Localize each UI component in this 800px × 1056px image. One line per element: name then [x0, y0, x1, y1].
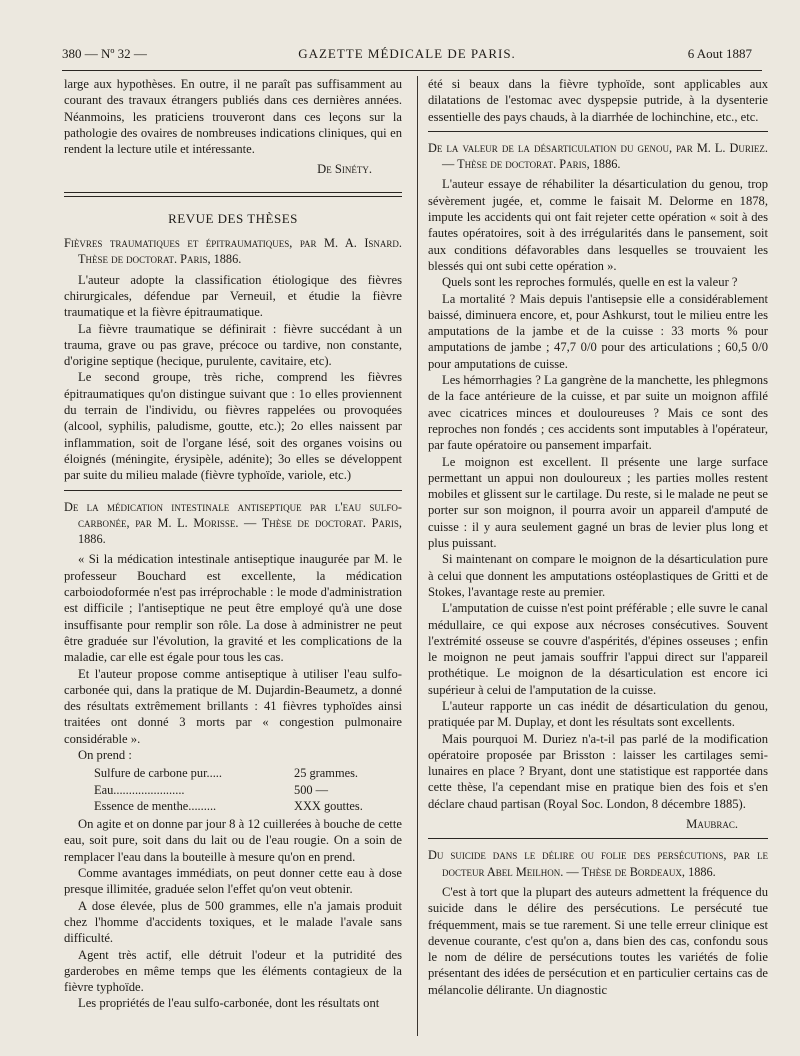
- recipe-row: [94, 765, 402, 781]
- article-paragraph: L'amputation de cuisse n'est point préférable ; elle suvre le canal médullaire, ce qui expose aux nécroses consécutives. Souvent l'extrémité osseuse se couvre d'aspérités, d'épines osseuses ; enfin le moignon ne peut jamais souffrir l'appui direct sur l'appareil prothétique. Le moignon de la désarticulation est encore ici supérieur à celui de l'amputation de la cuisse.: [428, 601, 768, 697]
- article-paragraph: La fièvre traumatique se définirait : fièvre succédant à un trauma, grave ou pas grave, précoce ou tardive, non constante, d'origine septique (hecique, purulente, cavitaire, etc).: [64, 321, 402, 369]
- article-separator: [428, 131, 768, 132]
- recipe-item: Essence de menthe.........: [94, 798, 217, 813]
- recipe-qty: 25 grammes.: [294, 766, 359, 781]
- intro-signature: De Sinéty.: [317, 162, 372, 177]
- article-paragraph: La mortalité ? Mais depuis l'antisepsie elle a considérablement baissé, diminuera encore, et, pour Ashkurst, tout le milieu entre les amputations de la jambe et de la cuisse : 33 morts % pour amputations de jambe ; 47,7 0/0 pour des articulations ; 60,5 0/0 pour amputations de cuisse.: [428, 291, 768, 371]
- article-paragraph: A dose élevée, plus de 500 grammes, elle n'a jamais produit chez l'homme d'accidents toxiques, et le malade l'avale sans difficulté.: [64, 898, 402, 946]
- header-rule: [62, 70, 762, 71]
- article-paragraph: Le moignon est excellent. Il présente une large surface permettant un appui non douloureux ; les parties molles restent mobiles et glissent sur le cartilage. Du reste, si le malade ne peut se porter sur son moignon, il pourra avoir un appareil d'amputé de cuisse : il y aura seulement gagné un bras de levier plus long et plus puissant.: [428, 454, 768, 551]
- recipe-table: [94, 765, 402, 814]
- article-paragraph: Les propriétés de l'eau sulfo-carbonée, dont les résultats ont: [78, 996, 380, 1011]
- article-fievres: [64, 235, 402, 483]
- recipe-qty: XXX gouttes.: [294, 798, 363, 813]
- article-signature: Maubrac.: [686, 817, 738, 832]
- continuation-text: été si beaux dans la fièvre typhoïde, sont applicables aux dilatations de l'estomac avec dyspepsie putride, à la dysenterie essentielle des pays chauds, à la diarrhée de lochinchine, etc., etc.: [428, 77, 768, 124]
- article-paragraph: Le second groupe, très riche, comprend les fièvres épitraumatiques qu'on distingue suivant que : 1o elles proviennent du terrain de l'individu, ou fièvres rappelées ou provoquées (alcool, syphilis, paludisme, goutte, etc.); 2o elles naissent par inflammation, soit de l'organe lésé, soit des organes voisins ou éloignés (méningite, érysipèle, adénite); 3o elles se développent par suite du milieu malade (fièvre typhoïde, variole, etc.): [64, 370, 402, 483]
- recipe-item: Eau.......................: [94, 782, 185, 797]
- right-column: [428, 76, 768, 998]
- section-title: REVUE DES THÈSES: [168, 210, 298, 226]
- article-paragraph: L'auteur rapporte un cas inédit de désarticulation du genou, pratiquée par M. Duplay, et dont les résultats sont excellents.: [428, 698, 768, 730]
- recipe-item: Sulfure de carbone pur.....: [94, 766, 222, 781]
- issue-date: 6 Aout 1887: [687, 46, 752, 61]
- article-separator: [64, 490, 402, 491]
- article-paragraph: Si maintenant on compare le moignon de la désarticulation pure à celui que donnent les amputations ostéoplastiques de Gritti et de Stokes, l'avantage reste au premier.: [428, 552, 768, 599]
- intro-text: large aux hypothèses. En outre, il ne paraît pas suffisamment au courant des travaux étrangers publiés dans ces dernières années. Néanmoins, les praticiens trouveront dans ces leçons sur la pathologie des ovaires de nombreuses indications cliniques, qui en rendent la lecture utile et intéressante.: [64, 77, 402, 157]
- journal-title: GAZETTE MÉDICALE DE PARIS.: [298, 46, 516, 61]
- article-heading: Fièvres traumatiques et épitraumatiques, par M. A. Isnard. Thèse de doctorat. Paris, 1886.: [64, 236, 402, 267]
- article-paragraph: Mais pourquoi M. Duriez n'a-t-il pas parlé de la modification opératoire proposée par Brisston : laisser les cartilages semi-lunaires en place ? Bryant, dont une statistique est rapportée dans cette thèse, l'a cependant mise en pratique bien des fois et s'en déclare chaud partisan (Royal Soc. London, 8 décembre 1885).: [428, 731, 768, 811]
- article-paragraph: Agent très actif, elle détruit l'odeur et la putridité des garderobes en même temps que les éléments contagieux de la fièvre typhoïde.: [64, 947, 402, 995]
- page-number: 380 — Nº 32 —: [62, 46, 147, 61]
- article-separator: [428, 838, 768, 839]
- section-divider: [64, 192, 402, 197]
- article-paragraph: L'auteur essaye de réhabiliter la désarticulation du genou, trop sévèrement jugée, et, comme le faisait M. Delorme en 1878, impute les accidents qui ont fait rejeter cette opération « soit à des fautes opératoires, soit à des irrégularités dans le pansement, soit aux conditions défavorables dans lesquelles se trouvaient les blessés qui ont subi cette opération ».: [428, 177, 768, 273]
- article-desarticulation: [428, 140, 768, 832]
- article-heading: Du suicide dans le délire ou folie des persécutions, par le docteur Abel Meilhon. — Thèse de Bordeaux, 1886.: [428, 848, 768, 879]
- left-column: [64, 76, 402, 1012]
- article-paragraph: On prend :: [78, 747, 132, 762]
- recipe-row: [94, 798, 402, 814]
- article-suicide: [428, 847, 768, 998]
- article-paragraph: Les hémorrhagies ? La gangrène de la manchette, les phlegmons de la face antérieure de la cuisse, et par suite un moignon affilé avec cicatrices minces et douloureuses ? Mais ce sont des reproches non fondés ; ces accidents sont imputables à l'opérateur, par faute opératoire ou pansement imparfait.: [428, 373, 768, 453]
- article-paragraph: Comme avantages immédiats, on peut donner cette eau à dose presque illimitée, graduée selon l'effet qu'on veut obtenir.: [64, 866, 402, 897]
- article-paragraph: L'auteur adopte la classification étiologique des fièvres chirurgicales, défendue par Verneuil, et étudie la fièvre traumatique et la fièvre épitraumatique.: [64, 272, 402, 320]
- article-paragraph: C'est à tort que la plupart des auteurs admettent la fréquence du suicide dans le délire des persécutions. Le persécuté tue fréquemment, mais se tue rarement. Si une telle erreur clinique est devenue courante, c'est qu'on a, dans bien des cas, confondu sous le nom de délire de persécutions toutes les variétés de folie présentant des idées de persécution et en particulier certains cas de mélancolie délirante. Un diagnostic: [428, 884, 768, 997]
- article-medication: [64, 499, 402, 1012]
- article-paragraph: On agite et on donne par jour 8 à 12 cuillerées à bouche de cette eau, soit pure, soit dans du lait ou de l'eau rougie. On a soin de remplacer l'eau dans la bouteille à mesure qu'on en prend.: [64, 817, 402, 864]
- article-heading: De la valeur de la désarticulation du genou, par M. L. Duriez. — Thèse de doctorat. Paris, 1886.: [428, 140, 768, 172]
- column-divider: [417, 76, 418, 1036]
- article-paragraph: Quels sont les reproches formulés, quelle en est la valeur ?: [442, 275, 738, 290]
- recipe-row: [94, 782, 402, 798]
- page-header: [62, 44, 752, 66]
- article-paragraph: Et l'auteur propose comme antiseptique à utiliser l'eau sulfo-carbonée qui, dans la pratique de M. Dujardin-Beaumetz, a donné des résultats extrêmement brillants : 41 fièvres typhoïdes ainsi traitées ont donné 3 morts par « congestion pulmonaire considérable ».: [64, 666, 402, 746]
- article-heading: De la médication intestinale antiseptique par l'eau sulfo-carbonée, par M. L. Morisse. — Thèse de doctorat. Paris, 1886.: [64, 499, 402, 547]
- article-paragraph: « Si la médication intestinale antiseptique inaugurée par M. le professeur Bouchard est excellente, la médication carboiodoformée n'est pas irréprochable : le mode d'administration est difficile ; l'antiseptique ne peut être employé qu'à une dose insuffisante pour remplir son rôle. La dose à administrer ne peut être graduée sur l'évolution, la gravité et les complications de la maladie, car elle est égale pour tous les cas.: [64, 552, 402, 665]
- recipe-qty: 500 —: [294, 782, 329, 797]
